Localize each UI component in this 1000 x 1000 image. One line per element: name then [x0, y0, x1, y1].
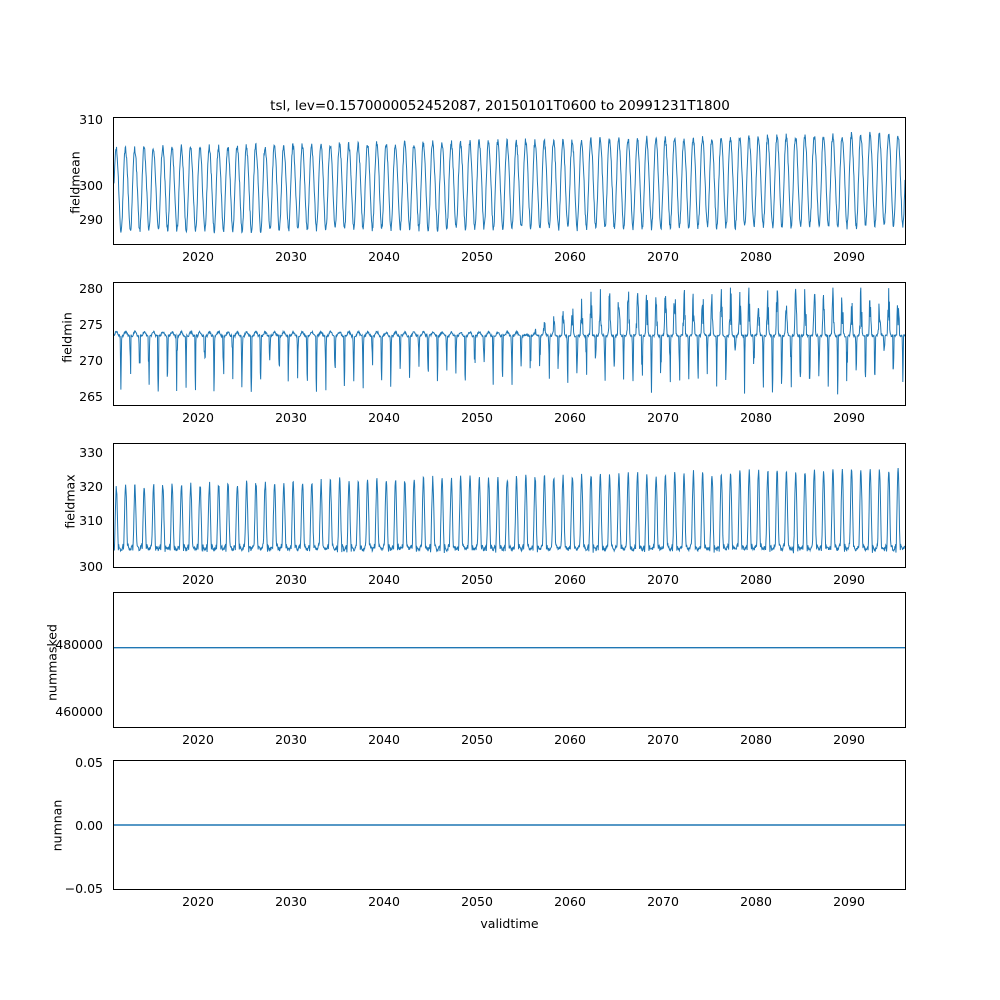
panel-fieldmean-xtick: 2080 [740, 249, 772, 264]
panel-fieldmax-ytick: 310 [79, 513, 103, 528]
panel-nummasked-line [114, 593, 905, 727]
panel-nummasked-xtick: 2060 [554, 732, 586, 747]
panel-nummasked-plot [113, 592, 906, 728]
panel-numnan-line [114, 761, 905, 889]
panel-fieldmax-xtick: 2090 [833, 572, 865, 587]
panel-numnan-xtick: 2050 [461, 894, 493, 909]
x-axis-label: validtime [480, 916, 539, 931]
panel-nummasked-xtick: 2080 [740, 732, 772, 747]
panel-numnan-xtick: 2060 [554, 894, 586, 909]
chart-title: tsl, lev=0.1570000052452087, 20150101T0600 to 20991231T1800 [270, 98, 730, 114]
panel-fieldmax-xtick: 2080 [740, 572, 772, 587]
panel-fieldmean-ytick: 290 [79, 212, 103, 227]
panel-nummasked-xtick: 2030 [275, 732, 307, 747]
panel-fieldmax-line [114, 444, 905, 567]
panel-fieldmean-plot [113, 117, 906, 245]
panel-numnan-ytick: 0.05 [75, 755, 103, 770]
panel-fieldmean-xtick: 2090 [833, 249, 865, 264]
panel-nummasked-ytick: 480000 [55, 637, 103, 652]
panel-numnan-ytick: −0.05 [64, 881, 103, 896]
panel-numnan-plot [113, 760, 906, 890]
panel-nummasked-xtick: 2040 [368, 732, 400, 747]
panel-fieldmin-xtick: 2040 [368, 410, 400, 425]
panel-fieldmax-xtick: 2050 [461, 572, 493, 587]
panel-fieldmax-plot [113, 443, 906, 568]
panel-fieldmin-plot [113, 282, 906, 406]
panel-numnan-xtick: 2070 [647, 894, 679, 909]
panel-fieldmin-ytick: 280 [79, 281, 103, 296]
panel-nummasked-ylabel: nummasked [44, 624, 60, 701]
panel-fieldmax-ytick: 320 [79, 479, 103, 494]
panel-fieldmin-xtick: 2080 [740, 410, 772, 425]
panel-fieldmax-ytick: 330 [79, 445, 103, 460]
panel-numnan-xtick: 2080 [740, 894, 772, 909]
panel-fieldmax-xtick: 2040 [368, 572, 400, 587]
panel-nummasked-xtick: 2050 [461, 732, 493, 747]
panel-fieldmax-xtick: 2020 [182, 572, 214, 587]
panel-fieldmax-xtick: 2030 [275, 572, 307, 587]
panel-fieldmin-xtick: 2030 [275, 410, 307, 425]
panel-fieldmin-xtick: 2070 [647, 410, 679, 425]
panel-numnan-ylabel: numnan [49, 799, 65, 852]
panel-fieldmax-ylabel: fieldmax [62, 474, 78, 529]
panel-fieldmax-ytick: 300 [79, 559, 103, 574]
panel-fieldmean-ytick: 310 [79, 112, 103, 127]
panel-fieldmin-ytick: 265 [79, 389, 103, 404]
panel-fieldmean-xtick: 2060 [554, 249, 586, 264]
panel-nummasked-ytick: 460000 [55, 704, 103, 719]
panel-fieldmin-xtick: 2060 [554, 410, 586, 425]
panel-fieldmin-xtick: 2020 [182, 410, 214, 425]
panel-fieldmean-ylabel: fieldmean [67, 151, 83, 214]
panel-fieldmean-xtick: 2020 [182, 249, 214, 264]
panel-nummasked-xtick: 2070 [647, 732, 679, 747]
panel-fieldmin-ylabel: fieldmin [59, 312, 75, 363]
panel-numnan-xtick: 2090 [833, 894, 865, 909]
panel-fieldmin-line [114, 283, 905, 405]
panel-fieldmin-ytick: 275 [79, 317, 103, 332]
panel-nummasked-xtick: 2090 [833, 732, 865, 747]
panel-fieldmean-line [114, 118, 905, 244]
panel-fieldmean-xtick: 2030 [275, 249, 307, 264]
panel-fieldmin-xtick: 2090 [833, 410, 865, 425]
panel-numnan-xtick: 2030 [275, 894, 307, 909]
panel-fieldmean-xtick: 2040 [368, 249, 400, 264]
panel-numnan-xtick: 2040 [368, 894, 400, 909]
panel-fieldmean-xtick: 2050 [461, 249, 493, 264]
panel-fieldmean-xtick: 2070 [647, 249, 679, 264]
panel-fieldmin-ytick: 270 [79, 353, 103, 368]
panel-fieldmax-xtick: 2060 [554, 572, 586, 587]
panel-fieldmean-ytick: 300 [79, 178, 103, 193]
panel-fieldmax-xtick: 2070 [647, 572, 679, 587]
panel-numnan-xtick: 2020 [182, 894, 214, 909]
panel-nummasked-xtick: 2020 [182, 732, 214, 747]
panel-numnan-ytick: 0.00 [75, 818, 103, 833]
panel-fieldmin-xtick: 2050 [461, 410, 493, 425]
